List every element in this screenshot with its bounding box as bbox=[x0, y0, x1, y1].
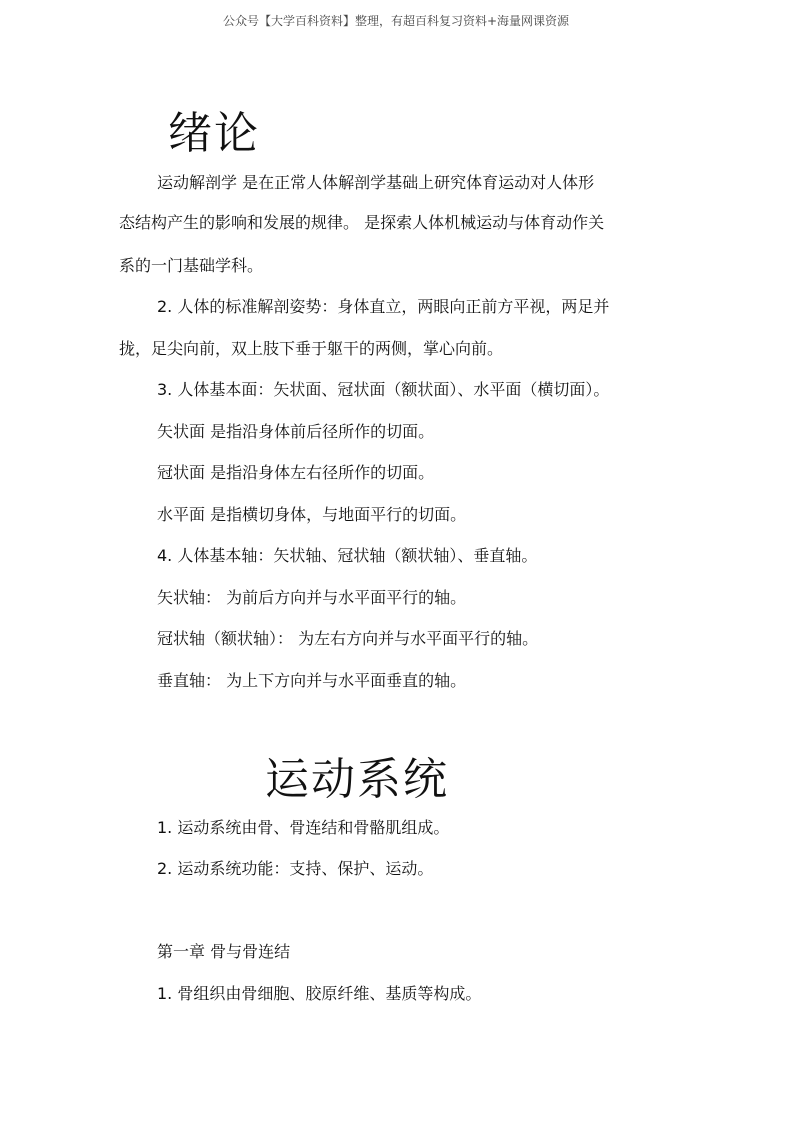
section-title-motor-system: 运动系统 bbox=[265, 754, 449, 805]
paragraph-line: 系的一门基础学科。 bbox=[119, 256, 264, 275]
paragraph-line: 矢状面 是指沿身体前后径所作的切面。 bbox=[157, 422, 435, 441]
chapter-title: 第一章 骨与骨连结 bbox=[157, 942, 291, 961]
paragraph-line: 冠状轴（额状轴）： 为左右方向并与水平面平行的轴。 bbox=[157, 629, 539, 648]
paragraph-line: 4. 人体基本轴：矢状轴、冠状轴（额状轴）、垂直轴。 bbox=[157, 546, 538, 565]
paragraph-line: 1. 运动系统由骨、骨连结和骨骼肌组成。 bbox=[157, 818, 450, 837]
paragraph-line: 2. 人体的标准解剖姿势：身体直立，两眼向正前方平视，两足并 bbox=[157, 297, 610, 316]
paragraph-line: 拢，足尖向前，双上肢下垂于躯干的两侧，掌心向前。 bbox=[119, 339, 504, 358]
paragraph-line: 冠状面 是指沿身体左右径所作的切面。 bbox=[157, 463, 435, 482]
paragraph-line: 垂直轴： 为上下方向并与水平面垂直的轴。 bbox=[157, 671, 467, 690]
paragraph-line: 2. 运动系统功能：支持、保护、运动。 bbox=[157, 859, 434, 878]
paragraph-line: 水平面 是指横切身体，与地面平行的切面。 bbox=[157, 505, 467, 524]
paragraph-line: 矢状轴： 为前后方向并与水平面平行的轴。 bbox=[157, 588, 467, 607]
page-header: 公众号【大学百科资料】整理，有超百科复习资料+海量网课资源 bbox=[222, 14, 570, 28]
paragraph-line: 1. 骨组织由骨细胞、胶原纤维、基质等构成。 bbox=[157, 984, 482, 1003]
paragraph-line: 3. 人体基本面：矢状面、冠状面（额状面）、水平面（横切面）。 bbox=[157, 380, 610, 399]
section-title-intro: 绪论 bbox=[168, 108, 260, 159]
paragraph-line: 态结构产生的影响和发展的规律。 是探索人体机械运动与体育动作关 bbox=[119, 213, 605, 232]
paragraph-line: 运动解剖学 是在正常人体解剖学基础上研究体育运动对人体形 bbox=[157, 173, 595, 192]
